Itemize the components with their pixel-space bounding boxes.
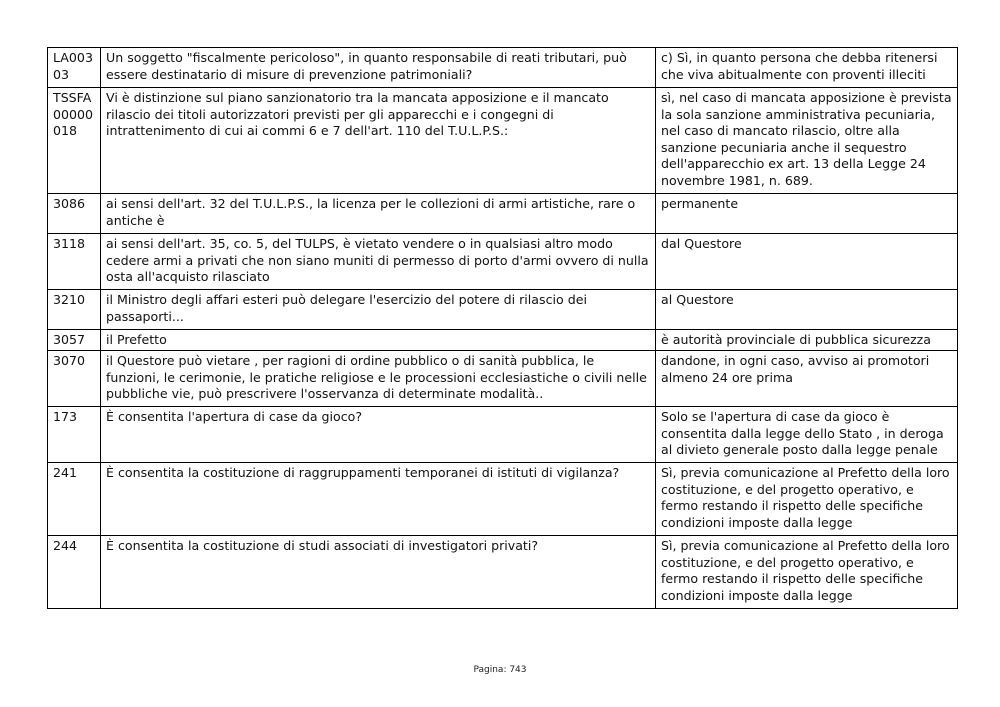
question-text: ai sensi dell'art. 32 del T.U.L.P.S., la licenza per le collezioni di armi artistiche, rare o antiche è bbox=[101, 194, 656, 234]
table-row bbox=[48, 290, 958, 330]
question-text: Un soggetto "fiscalmente pericoloso", in quanto responsabile di reati tributari, può essere destinatario di misure di prevenzione patrimoniali? bbox=[101, 48, 656, 88]
question-id: 3210 bbox=[48, 290, 101, 330]
answer-text: Sì, previa comunicazione al Prefetto della loro costituzione, e del progetto operativo, e fermo restando il rispetto delle specifiche condizioni imposte dalla legge bbox=[656, 463, 958, 536]
answer-text: permanente bbox=[656, 194, 958, 234]
answer-text: Solo se l'apertura di case da gioco è consentita dalla legge dello Stato , in deroga al divieto generale posto dalla legge penale bbox=[656, 407, 958, 463]
table-row bbox=[48, 407, 958, 463]
question-text: Vi è distinzione sul piano sanzionatorio tra la mancata apposizione e il mancato rilascio dei titoli autorizzatori previsti per gli apparecchi e i congegni di intrattenimento di cui ai commi 6 e 7 dell'art. 110 del T.U.L.P.S.: bbox=[101, 88, 656, 194]
question-text: È consentita l'apertura di case da gioco? bbox=[101, 407, 656, 463]
answer-text: è autorità provinciale di pubblica sicurezza bbox=[656, 330, 958, 351]
question-id: 3057 bbox=[48, 330, 101, 351]
table-row bbox=[48, 536, 958, 609]
question-id: 3070 bbox=[48, 351, 101, 407]
table-row bbox=[48, 330, 958, 351]
table-row bbox=[48, 48, 958, 88]
questions-table bbox=[47, 47, 958, 609]
table-row bbox=[48, 351, 958, 407]
table-row bbox=[48, 463, 958, 536]
question-text: il Prefetto bbox=[101, 330, 656, 351]
question-text: È consentita la costituzione di studi associati di investigatori privati? bbox=[101, 536, 656, 609]
answer-text: c) Sì, in quanto persona che debba ritenersi che viva abitualmente con proventi illeciti bbox=[656, 48, 958, 88]
page-number: Pagina: 743 bbox=[473, 665, 527, 675]
question-id: 241 bbox=[48, 463, 101, 536]
question-id: TSSFA00000018 bbox=[48, 88, 101, 194]
question-id: 244 bbox=[48, 536, 101, 609]
question-text: il Ministro degli affari esteri può delegare l'esercizio del potere di rilascio dei passaporti... bbox=[101, 290, 656, 330]
answer-text: dandone, in ogni caso, avviso ai promotori almeno 24 ore prima bbox=[656, 351, 958, 407]
question-text: ai sensi dell'art. 35, co. 5, del TULPS, è vietato vendere o in qualsiasi altro modo cedere armi a privati che non siano muniti di permesso di porto d'armi ovvero di nulla osta all'acquisto rilasciato bbox=[101, 234, 656, 290]
question-id: LA00303 bbox=[48, 48, 101, 88]
question-text: il Questore può vietare , per ragioni di ordine pubblico o di sanità pubblica, le funzioni, le cerimonie, le pratiche religiose e le processioni ecclesiastiche o civili nelle pubbliche vie, può prescrivere l'osservanza di determinate modalità.. bbox=[101, 351, 656, 407]
question-id: 3086 bbox=[48, 194, 101, 234]
answer-text: al Questore bbox=[656, 290, 958, 330]
table-row bbox=[48, 194, 958, 234]
question-id: 3118 bbox=[48, 234, 101, 290]
table-row bbox=[48, 234, 958, 290]
question-text: È consentita la costituzione di raggruppamenti temporanei di istituti di vigilanza? bbox=[101, 463, 656, 536]
answer-text: dal Questore bbox=[656, 234, 958, 290]
question-id: 173 bbox=[48, 407, 101, 463]
answer-text: sì, nel caso di mancata apposizione è prevista la sola sanzione amministrativa pecuniaria, nel caso di mancato rilascio, oltre alla sanzione pecuniaria anche il sequestro dell'apparecchio ex art. 13 della Legge 24 novembre 1981, n. 689. bbox=[656, 88, 958, 194]
answer-text: Sì, previa comunicazione al Prefetto della loro costituzione, e del progetto operativo, e fermo restando il rispetto delle specifiche condizioni imposte dalla legge bbox=[656, 536, 958, 609]
table-row bbox=[48, 88, 958, 194]
